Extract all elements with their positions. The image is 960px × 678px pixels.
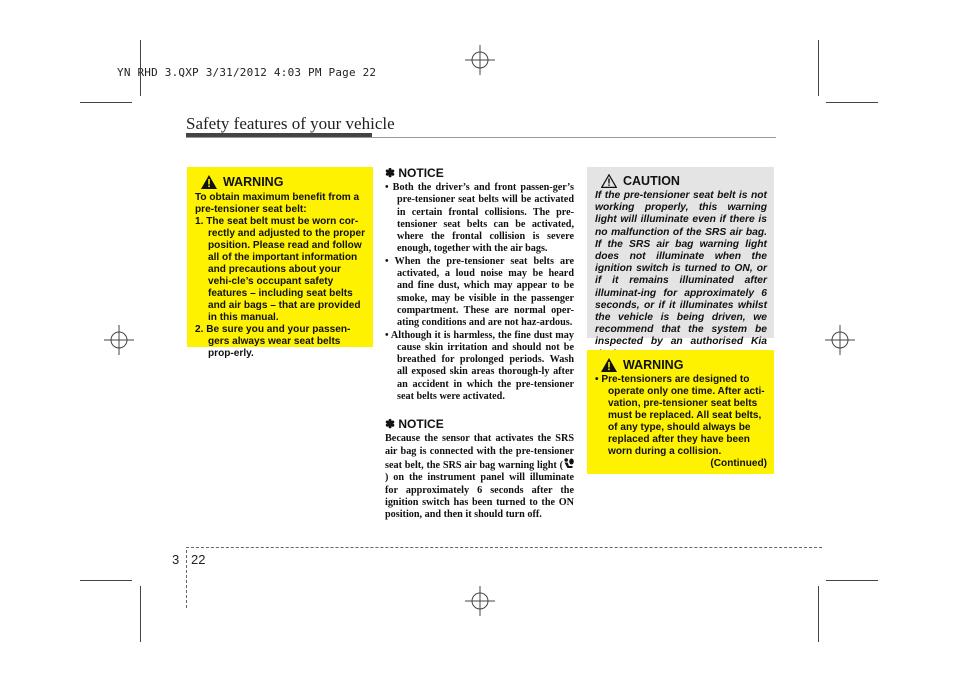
warning-item: 2. Be sure you and your passen-gers always wear seat belts prop-erly. bbox=[195, 324, 351, 359]
warning-box-pretensioner bbox=[187, 167, 373, 359]
warning-intro: To obtain maximum benefit from a pre-tensioner seat belt: bbox=[195, 192, 360, 215]
warning-item: • Pre-tensioners are designed to operate only one time. After acti-vation, pre-tensioner seat belts must be replaced. All seat belts, of any type, should always be replaced after they have been worn during a collision. bbox=[595, 374, 765, 457]
crop-mark bbox=[818, 586, 819, 642]
registration-mark-icon bbox=[465, 586, 495, 616]
crop-mark bbox=[826, 102, 878, 103]
crop-mark bbox=[826, 580, 878, 581]
print-slug: YN RHD 3.QXP 3/31/2012 4:03 PM Page 22 bbox=[117, 66, 377, 79]
caution-text: If the pre-tensioner seat belt is not working properly, this warning light will illuminate even if there is no malfunction of the SRS air bag. If the SRS air bag warning light does not illuminate when the ignition switch is turned to ON, or if it remains illuminated after illuminat-ing for approximately 6 seconds, or if it illuminates whilst the vehicle is being driven, we recommend that the system be inspected by an authorised Kia bbox=[595, 190, 767, 348]
notice-column bbox=[385, 166, 574, 521]
notice-title: ✽ NOTICE bbox=[385, 417, 444, 432]
section-title: Safety features of your vehicle bbox=[186, 114, 395, 133]
notice-bullet: • Both the driver’s and front passen-ger’s pre-tensioner seat belts will be activated in certain frontal collisions. The pre-tensioner seat belts can be activated, where the frontal collision is severe enough, together with the air bags. bbox=[385, 182, 574, 255]
footer-divider bbox=[186, 550, 187, 608]
warning-header bbox=[601, 358, 767, 372]
crop-mark bbox=[140, 40, 141, 96]
page-number: 22 bbox=[191, 552, 206, 567]
airbag-warning-light-icon bbox=[563, 458, 574, 470]
notice-text: Because the sensor that activates the SRS air bag is connected with the pre-tensioner seat belt, the SRS air bag warning light ( bbox=[385, 433, 574, 471]
caution-header bbox=[601, 174, 767, 188]
header-divider bbox=[186, 137, 776, 138]
notice-paragraph bbox=[385, 433, 574, 521]
notice-title: ✽ NOTICE bbox=[385, 166, 444, 180]
crop-mark bbox=[140, 586, 141, 642]
chapter-number: 3 bbox=[172, 552, 180, 567]
warning-title: WARNING bbox=[223, 175, 284, 189]
warning-box-replacement bbox=[587, 350, 774, 474]
warning-item: 1. The seat belt must be worn cor-rectly and adjusted to the proper position. Please read and follow all of the important information and precautions about your vehi-cle’s occupant safety features – including seat belts and air bags – that are provided in this manual. bbox=[195, 216, 366, 323]
warning-header bbox=[201, 175, 366, 189]
crop-mark bbox=[80, 102, 132, 103]
footer-rule bbox=[186, 547, 822, 548]
crop-mark bbox=[80, 580, 132, 581]
notice-bullet: • When the pre-tensioner seat belts are activated, a loud noise may be heard and fine dust, which may appear to be smoke, may be visible in the passenger compartment. These are normal oper-ating conditions and are not haz-ardous. bbox=[385, 255, 574, 329]
registration-mark-icon bbox=[104, 325, 134, 355]
crop-mark bbox=[818, 40, 819, 96]
caution-triangle-icon bbox=[601, 174, 617, 188]
notice-text: ) on the instrument panel will illuminate for approximately 6 seconds after the ignition switch has been turned to the ON position, and then it should turn off. bbox=[385, 472, 574, 521]
warning-title: WARNING bbox=[623, 358, 684, 372]
registration-mark-icon bbox=[825, 325, 855, 355]
notice-bullet: • Although it is harmless, the fine dust may cause skin irritation and should not be breathed for prolonged periods. Wash all exposed skin areas thorough-ly after an accident in which the pre-tensioner seat belts were activated. bbox=[385, 329, 574, 403]
warning-triangle-icon bbox=[601, 358, 617, 372]
caution-title: CAUTION bbox=[623, 174, 680, 188]
continued-label: (Continued) bbox=[710, 458, 767, 469]
caution-box bbox=[587, 167, 774, 348]
warning-triangle-icon bbox=[201, 175, 217, 189]
registration-mark-icon bbox=[465, 45, 495, 75]
